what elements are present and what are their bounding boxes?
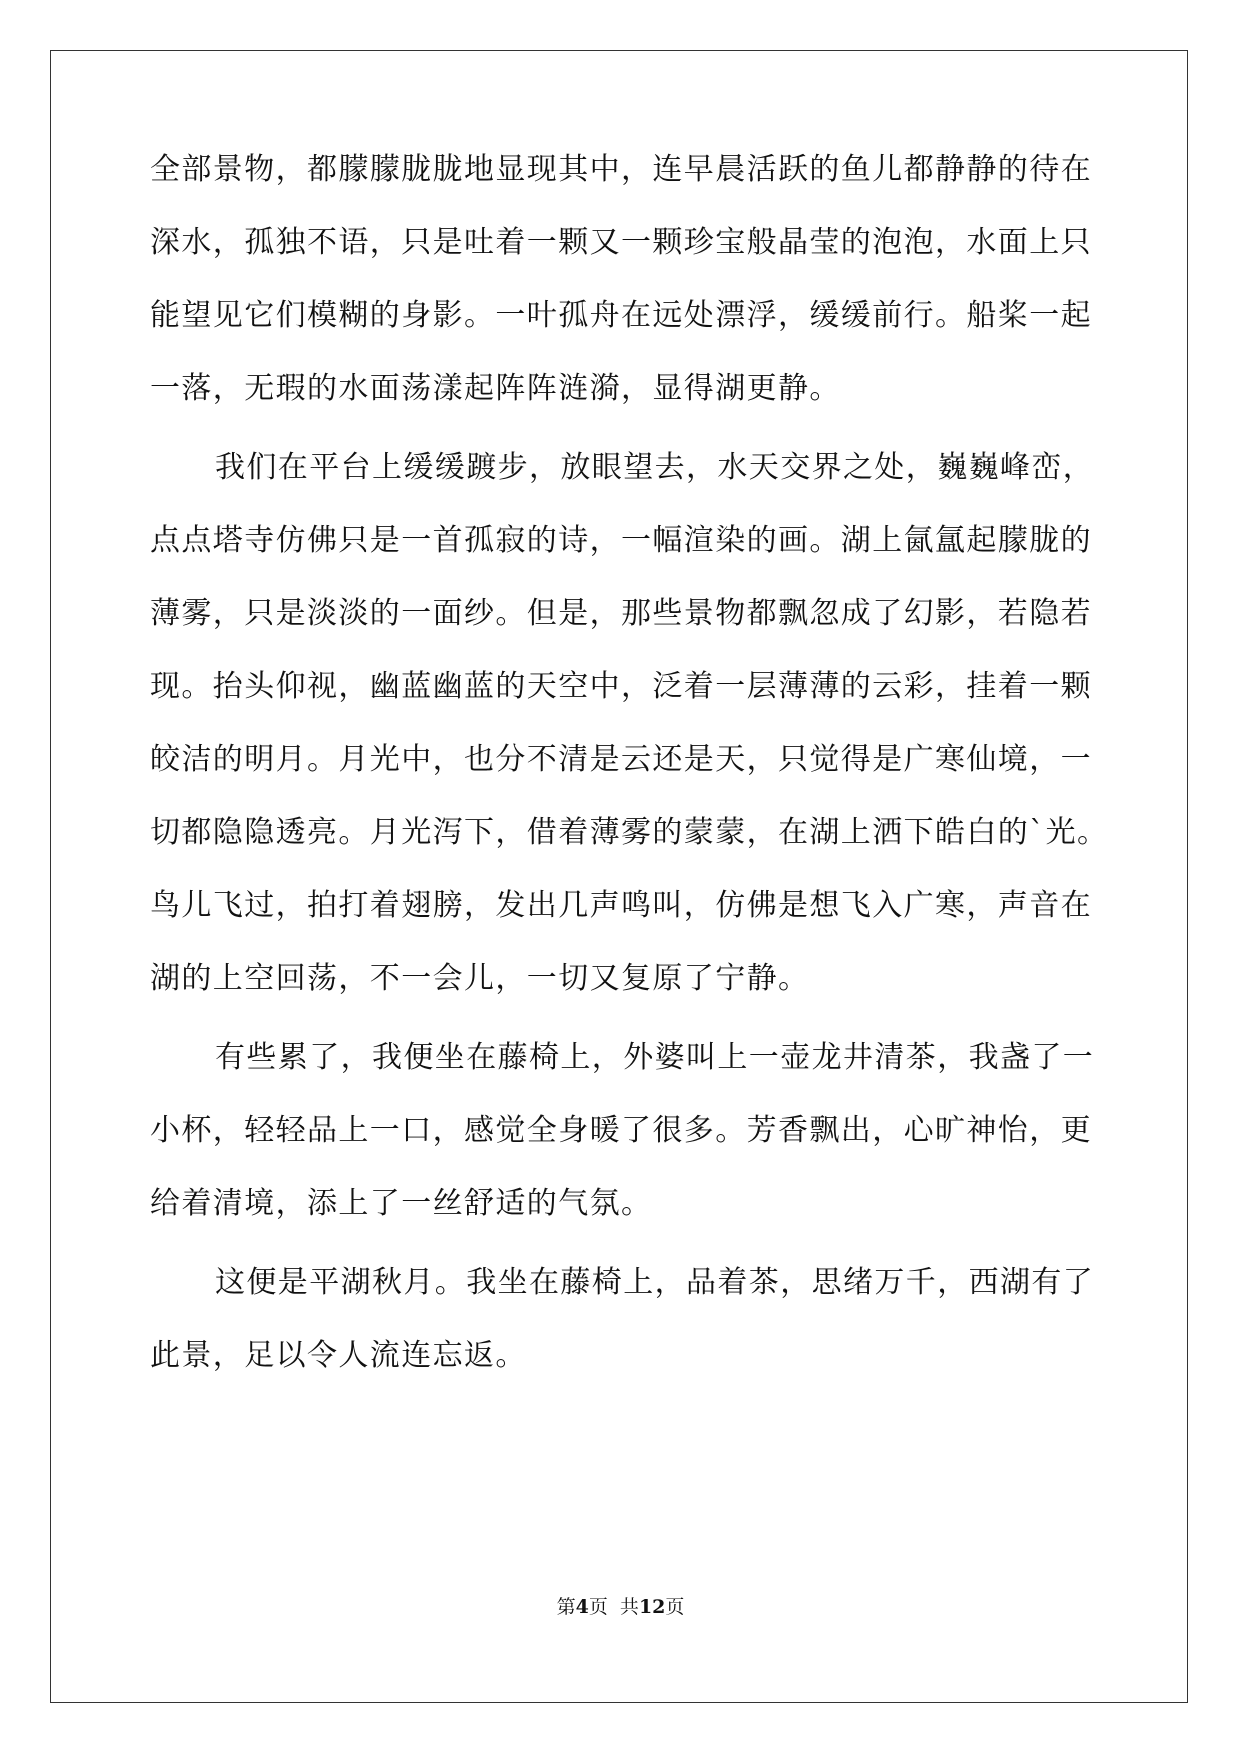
page-separator: 页 共 xyxy=(588,1596,639,1618)
current-page: 4 xyxy=(575,1596,589,1618)
page-suffix: 页 xyxy=(665,1596,685,1618)
body-text-line: 能望见它们模糊的身影。一叶孤舟在远处漂浮，缓缓前行。船桨一起 xyxy=(150,298,1092,333)
body-text-line: 给着清境，添上了一丝舒适的气氛。 xyxy=(150,1186,653,1221)
total-pages: 12 xyxy=(638,1596,666,1618)
paragraph-first-line: 这便是平湖秋月。我坐在藤椅上，品着茶，思绪万千，西湖有了 xyxy=(215,1265,1095,1300)
body-text-line: 全部景物，都朦朦胧胧地显现其中，连早晨活跃的鱼儿都静静的待在 xyxy=(150,152,1092,187)
body-text-line: 皎洁的明月。月光中，也分不清是云还是天，只觉得是广寒仙境，一 xyxy=(150,742,1092,777)
body-text-line: 鸟儿飞过，拍打着翅膀，发出几声鸣叫，仿佛是想飞入广寒，声音在 xyxy=(150,888,1092,923)
body-text-line: 此景，足以令人流连忘返。 xyxy=(150,1338,527,1373)
body-text-line: 切都隐隐透亮。月光泻下，借着薄雾的蒙蒙，在湖上洒下皓白的`光。 xyxy=(150,815,1109,850)
paragraph-first-line: 我们在平台上缓缓踱步，放眼望去，水天交界之处，巍巍峰峦， xyxy=(215,450,1095,485)
body-text-line: 现。抬头仰视，幽蓝幽蓝的天空中，泛着一层薄薄的云彩，挂着一颗 xyxy=(150,669,1092,704)
body-text-line: 小杯，轻轻品上一口，感觉全身暖了很多。芳香飘出，心旷神怡，更 xyxy=(150,1113,1092,1148)
body-text-line: 湖的上空回荡，不一会儿，一切又复原了宁静。 xyxy=(150,961,810,996)
paragraph-first-line: 有些累了，我便坐在藤椅上，外婆叫上一壶龙井清茶，我盏了一 xyxy=(215,1040,1095,1075)
page-number xyxy=(0,1595,1241,1619)
body-text-line: 薄雾，只是淡淡的一面纱。但是，那些景物都飘忽成了幻影，若隐若 xyxy=(150,596,1092,631)
body-text-line: 深水，孤独不语，只是吐着一颗又一颗珍宝般晶莹的泡泡，水面上只 xyxy=(150,225,1092,260)
body-text-line: 点点塔寺仿佛只是一首孤寂的诗，一幅渲染的画。湖上氤氲起朦胧的 xyxy=(150,523,1092,558)
body-text-line: 一落，无瑕的水面荡漾起阵阵涟漪，显得湖更静。 xyxy=(150,371,841,406)
page-prefix: 第 xyxy=(556,1596,576,1618)
